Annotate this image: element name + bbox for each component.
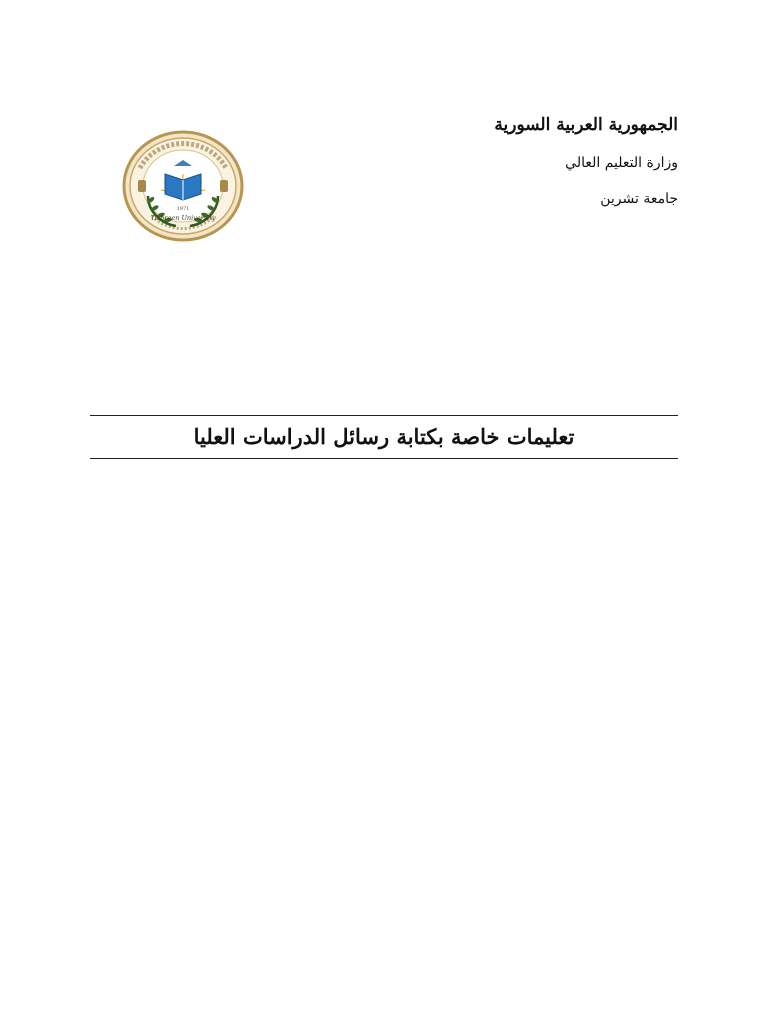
document-header	[378, 112, 678, 210]
ministry-name: وزارة التعليم العالي	[565, 155, 678, 171]
logo-year: 1971	[176, 206, 190, 212]
logo-english-name: Tishreen University	[150, 214, 216, 222]
university-logo	[122, 130, 244, 242]
tishreen-seal-icon	[122, 130, 244, 242]
university-name: جامعة تشرين	[600, 191, 678, 207]
document-title: تعليمات خاصة بكتابة رسائل الدراسات العليا	[193, 424, 575, 449]
country-name: الجمهورية العربية السورية	[494, 115, 678, 135]
title-band	[90, 415, 678, 459]
